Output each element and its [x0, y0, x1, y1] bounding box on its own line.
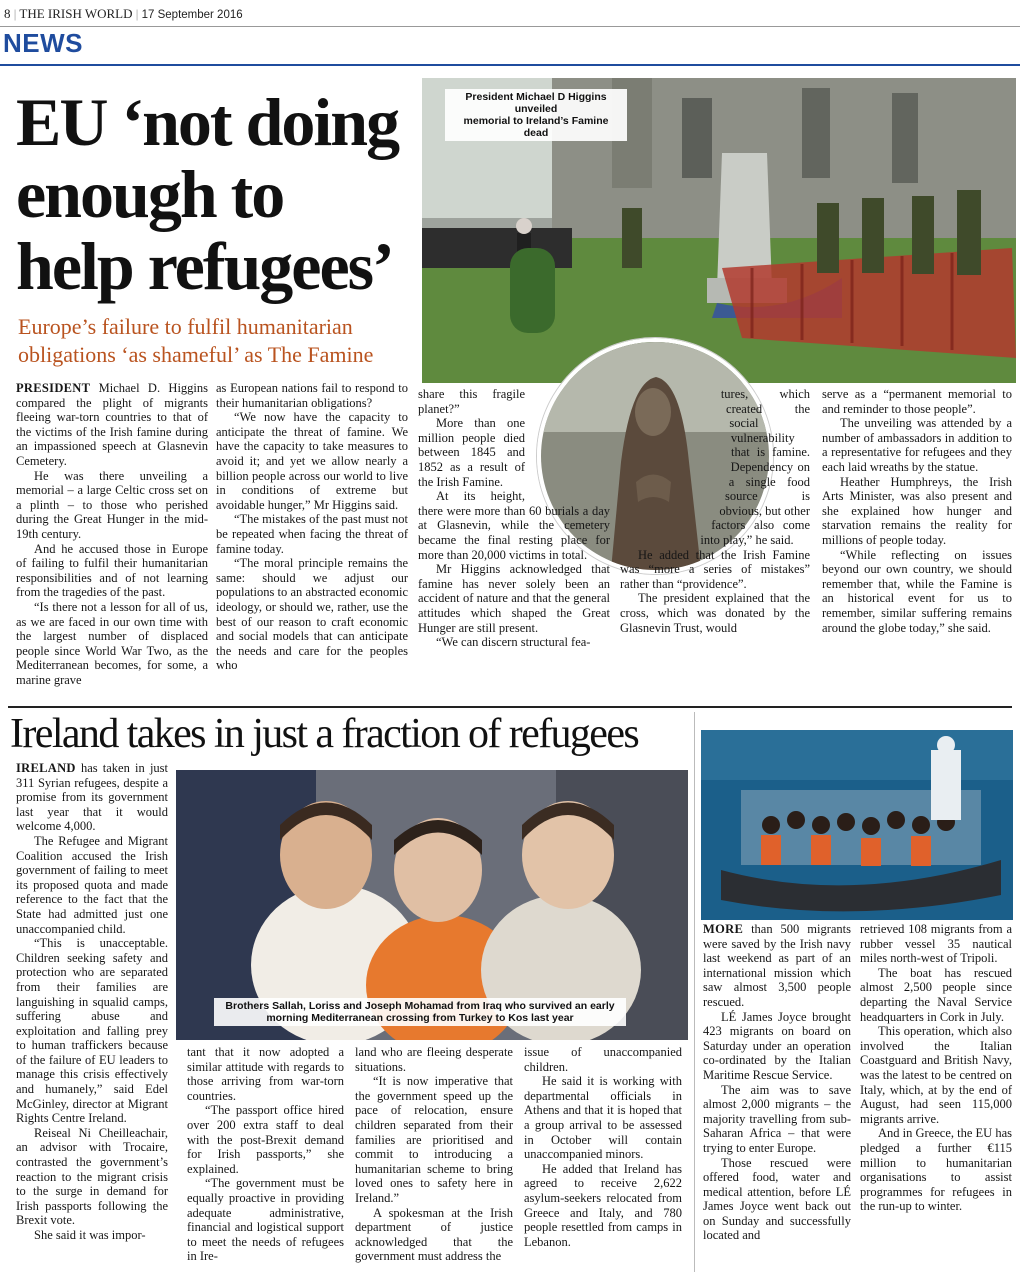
standfirst-line: obligations ‘as shameful’ as The Famine: [18, 342, 374, 367]
headline-line: EU ‘not doing: [16, 84, 399, 160]
story2-headline: Ireland takes in just a fraction of refugees: [10, 711, 639, 757]
folio-rule: [0, 26, 1020, 27]
paragraph: as European nations fail to respond to their humanitarian obligations?: [216, 381, 408, 410]
story1-col1: [16, 381, 208, 687]
paragraph: “The government must be equally proactive in providing adequate administrative, financial and logistical support to meet the needs of refugees in Ire-: [187, 1176, 344, 1264]
paragraph: Those rescued were offered food, water and medical attention, before LÉ James Joyce went back out on Sunday and successfully located and: [703, 1155, 851, 1243]
paragraph: The president explained that the cross, which was donated by the Glasnevin Trust, would: [620, 591, 810, 635]
paragraph: Reiseal Ni Cheilleachair, an advisor with Trocaire, contrasted the government’s reaction to the migrant crisis to the surge in demand for Irish passports following the Brexit vote.: [16, 1125, 168, 1228]
paragraph: “Is there not a lesson for all of us, as we are faced in our own time with the largest number of displaced people since World War Two, as the Mediterranean becomes, for some, a marine grave: [16, 599, 208, 687]
story3-col1: [703, 922, 851, 1243]
section-label: NEWS: [3, 28, 83, 58]
standfirst-line: Europe’s failure to fulfil humanitarian: [18, 314, 353, 339]
caption-line: morning Mediterranean crossing from Turkey to Kos last year: [266, 1012, 574, 1024]
story2-photo-caption: [214, 998, 626, 1026]
story1-col2: [216, 381, 408, 673]
paragraph: “It is now imperative that the government speed up the pace of relocation, ensure children separated from their families are prioritised and commit to introducing a humanitarian scheme to bring loved ones to safety here in Ireland.”: [355, 1074, 513, 1205]
paragraph: retrieved 108 migrants from a rubber vessel 35 nautical miles north-west of Tripoli.: [860, 922, 1012, 966]
page-number: 8: [4, 6, 11, 21]
story2-col2: [187, 1045, 344, 1264]
section-rule: [0, 64, 1020, 66]
paragraph: issue of unaccompanied children.: [524, 1045, 682, 1074]
paragraph: He said it is working with departmental officials in Athens and that it is hoped that a group arrival to be assessed in October will contain unaccompanied minors.: [524, 1074, 682, 1162]
publication-name: THE IRISH WORLD: [19, 6, 133, 21]
paragraph: The aim was to save almost 2,000 migrants – the majority travelling from sub-Saharan Africa – that were trying to enter Europe.: [703, 1082, 851, 1155]
lead-word: PRESIDENT: [16, 381, 91, 395]
paragraph: Mr Higgins acknowledged that famine has never solely been an accident of nature and that the general attitudes which shaped the Great Hunger are still present.: [418, 562, 610, 635]
paragraph: He was there unveiling a memorial – a large Celtic cross set on a plinth – to those who perished during the Great Hunger in the mid-19th century.: [16, 468, 208, 541]
paragraph: “The mistakes of the past must not be repeated when facing the threat of famine today.: [216, 512, 408, 556]
story1-col5: [822, 387, 1012, 635]
story1-headline: [16, 86, 416, 302]
paragraph: IRELAND has taken in just 311 Syrian refugees, despite a promise from its government last year that it would welcome 4,000.: [16, 761, 169, 834]
caption-line: Brothers Sallah, Loriss and Joseph Mohamad from Iraq who survived an early: [225, 1000, 615, 1012]
story2-col1: [16, 761, 168, 1243]
lead-word: IRELAND: [16, 761, 76, 775]
paragraph: tures, which created the social vulnerability that is famine. Dependency on a single food source is obvious, but other factors also come into play,” he said.: [700, 387, 810, 547]
paragraph: The unveiling was attended by a number of ambassadors in addition to a representative for refugees and they each laid wreaths by the statue.: [822, 416, 1012, 474]
lead-word: MORE: [703, 922, 744, 936]
folio: 8 | THE IRISH WORLD | 17 September 2016: [4, 6, 243, 21]
paragraph: The boat has rescued almost 2,500 people since departing the Naval Service headquarters in Cork in July.: [860, 965, 1012, 1024]
paragraph: He added that Ireland has agreed to receive 2,622 asylum-seekers relocated from Greece and Italy, and 780 people resettled from camps in Lebanon.: [524, 1161, 682, 1249]
paragraph: “The moral principle remains the same: should we adjust our populations to an abstracted economic ideology, or should we, rather, use the best of our reason to craft economic and social models that can anticipate the needs and care for the peoples who: [216, 556, 408, 673]
paragraph: PRESIDENT Michael D. Higgins compared the plight of migrants fleeing war-torn countries to that of the victims of the Irish famine during an impassioned speech at Glasnevin Cemetery.: [16, 381, 209, 468]
caption-line: memorial to Ireland’s Famine dead: [463, 115, 609, 139]
rescue-boat-image: [701, 730, 1013, 920]
paragraph: share this fragile planet?”: [418, 387, 525, 416]
caption-line: President Michael D Higgins unveiled: [465, 91, 607, 115]
story1-standfirst: [18, 313, 418, 369]
headline-line: help refugees’: [16, 228, 393, 304]
column-divider: [694, 712, 695, 1272]
paragraph: “While reflecting on issues beyond our own country, we should remember that, while the Famine is an historical event for us to remember, similar suffering remains around the globe today,” she said.: [822, 547, 1012, 635]
story1-col4: [620, 387, 810, 635]
paragraph: More than one million people died between 1845 and 1852 as a result of the Irish Famine.: [418, 416, 525, 489]
migrant-rescue-photo: [701, 730, 1013, 920]
paragraph: “The passport office hired over 200 extra staff to deal with the post-Brexit demand for Irish passports,” she explained.: [187, 1103, 344, 1176]
paragraph: He added that the Irish Famine was “more a series of mistakes” rather than “providence”.: [620, 547, 810, 591]
paragraph: And in Greece, the EU has pledged a further €115 million to humanitarian organisations to assist programmes for refugees in the run-up to winter.: [860, 1126, 1012, 1214]
paragraph: And he accused those in Europe of failing to fulfil their humanitarian responsibilities and of not learning from the tragedies of the past.: [16, 541, 208, 600]
paragraph: The Refugee and Migrant Coalition accused the Irish government of failing to meet its proposed quota and made reference to the fact that the State had admitted just one unaccompanied child.: [16, 833, 168, 936]
paragraph: Heather Humphreys, the Irish Arts Minister, was also present and she explained how hunger and starvation remains the reality for millions of people today.: [822, 474, 1012, 547]
paragraph: At its height, there were more than 60 burials a day at Glasnevin, while the cemetery became the final resting place for more than 20,000 victims in total.: [418, 489, 610, 562]
paragraph: “This is unacceptable. Children seeking safety and protection who are separated from their families are languishing in squalid camps, suffering abuse and exploitation and falling prey to human traffickers because of the failure of EU leaders to manage this crisis effectively and humanely,” said Edel McGinley, director at Migrant Rights Centre Ireland.: [16, 936, 168, 1126]
story-divider: [8, 706, 1012, 708]
story2-col3: [355, 1045, 513, 1264]
story3-col2: [860, 922, 1012, 1214]
paragraph: LÉ James Joyce brought 423 migrants on board on Saturday under an operation co-ordinated by the Italian Maritime Rescue Service.: [703, 1009, 851, 1082]
paragraph: She said it was impor-: [34, 1228, 146, 1242]
paragraph: “We now have the capacity to anticipate the threat of famine. We have the capacity to take measures to avoid it; and yet we allow nearly a billion people across our world to live in conditions of extreme but avoidable hunger,” Mr Higgins said.: [216, 410, 408, 512]
paragraph: land who are fleeing desperate situations.: [355, 1045, 513, 1074]
paragraph: “We can discern structural fea-: [436, 635, 591, 650]
story1-col3: [418, 387, 610, 650]
issue-date: 17 September 2016: [141, 9, 243, 21]
paragraph: serve as a “permanent memorial to and reminder to those people”.: [822, 387, 1012, 416]
paragraph: A spokesman at the Irish department of justice acknowledged that the government must address the: [355, 1205, 513, 1264]
headline-line: enough to: [16, 156, 284, 232]
paragraph: This operation, which also involved the Italian Coastguard and British Navy, was the latest to be centred on Italy, which, at by the end of August, had seen 115,000 migrants arrive.: [860, 1024, 1012, 1126]
paragraph: tant that it now adopted a similar attitude with regards to those arriving from war-torn countries.: [187, 1045, 344, 1103]
story2-col4: [524, 1045, 682, 1249]
paragraph: MORE than 500 migrants were saved by the Irish navy last weekend as part of an international mission which saw almost 3,500 people rescued.: [703, 922, 852, 1009]
story1-photo-caption: [445, 89, 627, 141]
